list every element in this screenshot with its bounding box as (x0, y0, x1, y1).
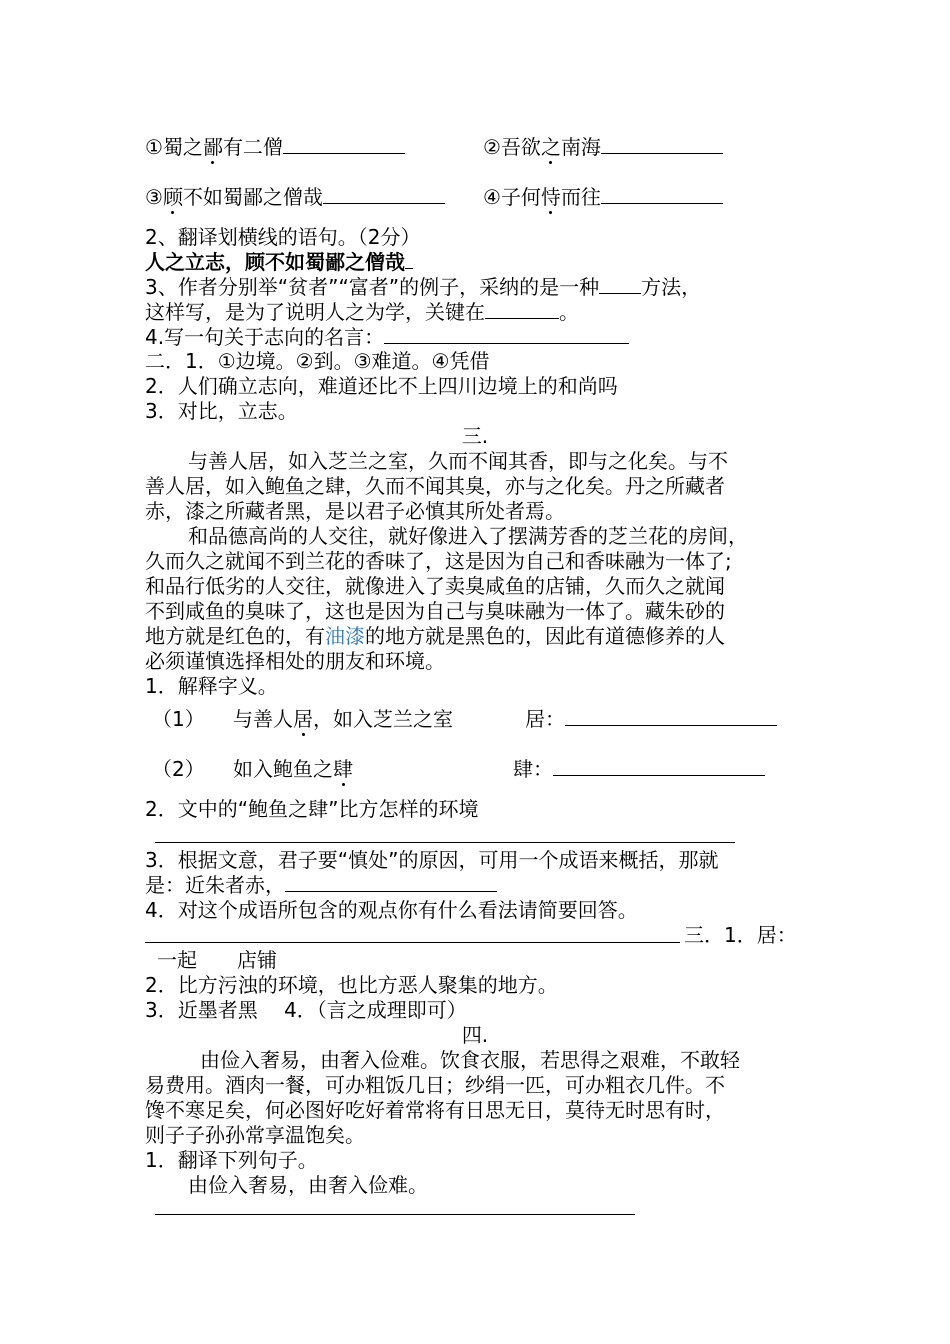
translation-text: 的地方就是黑色的，因此有道德修养的人 (365, 624, 725, 648)
s3-translation-line (145, 624, 725, 649)
s4-text-line: 馋不寒足矣，何必图好吃好着常将有日思无日，莫待无时思有时， (145, 1098, 725, 1122)
answer-blank[interactable] (485, 300, 559, 319)
answer-label: 居： (525, 707, 565, 731)
s2-answer-2: 2．人们确立志向，难道还比不上四川边境上的和尚吗 (145, 374, 618, 398)
answer-blank[interactable] (323, 185, 445, 204)
section-4-heading: 四. (461, 1023, 489, 1047)
s3-answer-3: 3．近墨者黑 4．（言之成理即可） (145, 998, 467, 1022)
item-text: ，如入芝兰之室 (313, 707, 453, 731)
s3-answer-2: 2．比方污浊的环境，也比方恶人聚集的地方。 (145, 973, 558, 997)
s2-q2-label: 2、翻译划横线的语句。（2分） (145, 225, 421, 249)
item-text: 蜀之 (162, 135, 203, 159)
item-text: 而往 (560, 185, 601, 209)
item-text: 与善人 (233, 707, 293, 731)
s2-q1-item1 (145, 135, 405, 160)
answer-blank[interactable] (601, 135, 723, 154)
answer-line[interactable] (155, 842, 735, 843)
item-text: 吾欲 (500, 135, 541, 159)
s3-translation-line: 不到咸鱼的臭味了，这也是因为自己与臭味融为一体了。藏朱砂的 (145, 599, 725, 623)
item-text: 子何 (500, 185, 541, 209)
section-3-heading: 三. (461, 424, 489, 448)
dotted-char: 鄙 (202, 135, 223, 159)
s3-q2: 2．文中的“鲍鱼之肆”比方怎样的环境 (145, 797, 479, 821)
answer-label: 肆： (513, 757, 553, 781)
item-text: 不如蜀鄙之僧哉 (182, 185, 323, 209)
answer-blank[interactable] (405, 250, 413, 269)
s3-q1-item1-text (233, 707, 453, 732)
s3-translation-line: 和品德高尚的人交往，就好像进入了摆满芳香的芝兰花的房间， (188, 524, 748, 548)
underlined-sentence: 人之立志，顾不如蜀鄙之僧哉 (145, 250, 405, 274)
s3-q1-item2 (152, 757, 205, 782)
question-text: 方法， (641, 275, 702, 299)
question-text: 这样写，是为了说明人之为学，关键在 (145, 300, 485, 324)
answer-blank[interactable] (285, 873, 497, 892)
s3-translation-line: 久而久之就闻不到兰花的香味了，这是因为自己和香味融为一体了; (145, 549, 732, 573)
s2-q1-item4 (483, 185, 723, 210)
s4-q1: 1．翻译下列句子。 (145, 1148, 318, 1172)
s3-translation-line: 必须谨慎选择相处的朋友和环境。 (145, 649, 445, 673)
question-text: 是：近朱者赤， (145, 873, 285, 897)
s3-translation-line: 和品行低劣的人交往，就像进入了卖臭咸鱼的店铺，久而久之就闻 (145, 574, 725, 598)
item-number: ④ (483, 185, 501, 209)
s2-q2-sentence (145, 250, 413, 275)
item-text: 有二僧 (222, 135, 283, 159)
item-number: ② (483, 135, 501, 159)
hyperlink-text[interactable]: 油漆 (325, 624, 365, 648)
s2-q1-item3 (145, 185, 445, 210)
translation-text: 地方就是红色的，有 (145, 624, 325, 648)
s3-q1-item2-text (233, 757, 353, 782)
item-text: 如入鲍鱼之 (233, 757, 333, 781)
s3-q4: 4．对这个成语所包含的观点你有什么看法请简要回答。 (145, 898, 638, 922)
dotted-char: 恃 (540, 185, 561, 209)
s4-text-line: 易费用。酒肉一餐，可办粗饭几日；纱绢一匹，可办粗衣几件。不 (145, 1073, 725, 1097)
s3-q1: 1．解释字义。 (145, 674, 278, 698)
dotted-char: 居 (293, 707, 313, 731)
question-text: 4.写一句关于志向的名言： (145, 325, 385, 349)
question-text: 。 (559, 300, 579, 324)
dotted-char: 肆 (333, 757, 353, 781)
s4-text-line: 由俭入奢易，由奢入俭难。饮食衣服，若思得之艰难，不敢轻 (200, 1048, 740, 1072)
s3-text-line: 赤，漆之所藏者黑，是以君子必慎其所处者焉。 (145, 499, 565, 523)
answer-blank[interactable] (565, 707, 777, 726)
s3-answer-1-cont: 一起 店铺 (157, 948, 277, 972)
s4-q1-sentence: 由俭入奢易，由奢入俭难。 (188, 1173, 428, 1197)
dotted-char: 顾 (162, 185, 183, 209)
s3-q1-item1-answer (525, 707, 777, 732)
s3-q3-line1: 3．根据文意，君子要“慎处”的原因，可用一个成语来概括，那就 (145, 848, 719, 872)
s4-text-line: 则子子孙孙常享温饱矣。 (145, 1123, 365, 1147)
s2-q3-line1 (145, 275, 701, 300)
s2-q1-item2 (483, 135, 723, 160)
s3-q3-line2 (145, 873, 497, 898)
item-number: ① (145, 135, 163, 159)
answer-blank[interactable] (601, 185, 723, 204)
s3-text-line: 与善人居，如入芝兰之室，久而不闻其香，即与之化矣。与不 (188, 449, 728, 473)
item-number: （2） (152, 757, 205, 781)
s3-q1-item2-answer (513, 757, 765, 782)
s2-q4 (145, 325, 629, 350)
s3-text-line: 善人居，如入鲍鱼之肆，久而不闻其臭，亦与之化矣。丹之所藏者 (145, 474, 725, 498)
answer-line[interactable] (155, 1214, 635, 1215)
s2-answer-1: 二．1．①边境。②到。③难道。④凭借 (145, 349, 490, 373)
item-text: 南海 (560, 135, 601, 159)
answer-blank[interactable] (553, 757, 765, 776)
dotted-char: 之 (540, 135, 561, 159)
answer-line[interactable] (145, 942, 680, 943)
item-number: （1） (152, 707, 205, 731)
item-number: ③ (145, 185, 163, 209)
answer-blank[interactable] (283, 135, 405, 154)
question-text: 3、作者分别举“贫者”“富者”的例子，采纳的是一种 (145, 275, 600, 299)
s3-answer-1: 三．1．居： (684, 923, 797, 947)
s3-q1-item1 (152, 707, 205, 732)
answer-blank[interactable] (384, 325, 629, 344)
answer-blank[interactable] (599, 275, 641, 294)
s2-answer-3: 3．对比，立志。 (145, 399, 298, 423)
s2-q3-line2 (145, 300, 579, 325)
